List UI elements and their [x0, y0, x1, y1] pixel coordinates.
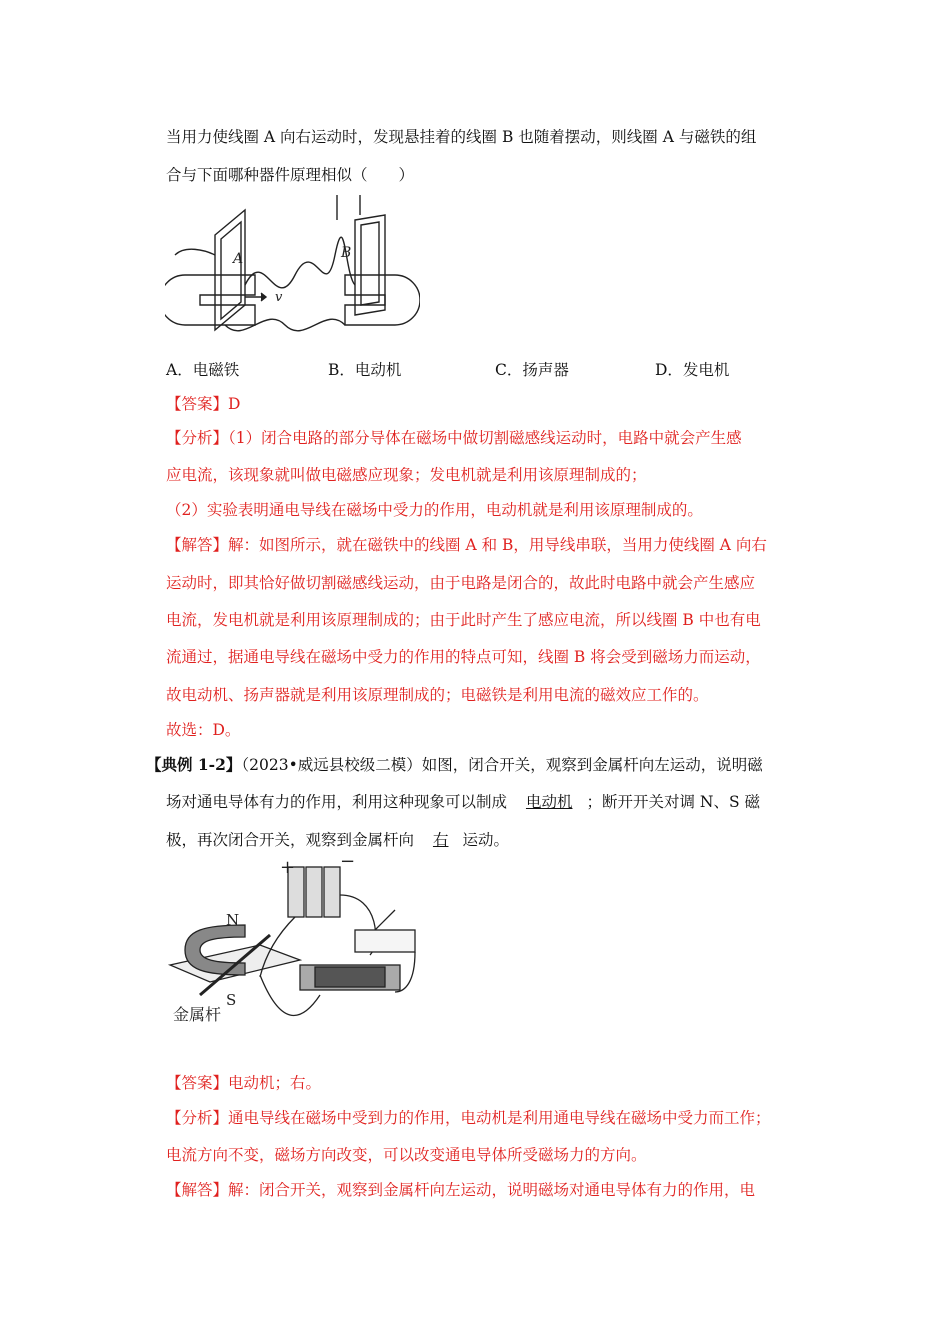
q1-analysis-line1	[166, 428, 742, 448]
option-c: C．扬声器	[495, 361, 569, 379]
q1-stem-line1: 当用力使线圈 A 向右运动时，发现悬挂着的线圈 B 也随着摆动，则线圈 A 与磁铁的组	[166, 128, 757, 146]
induction-coils-figure	[165, 195, 420, 340]
solution-text: 解：闭合开关，观察到金属杆向左运动，说明磁场对通电导体有力的作用，电	[228, 1181, 756, 1199]
south-label: S	[226, 991, 237, 1009]
q1-solution-line2: 运动时，即其恰好做切割磁感线运动，由于电路是闭合的，故此时电路中就会产生感应	[166, 574, 756, 592]
q2-stem-line3	[166, 830, 509, 850]
q1-choice: 故选：D。	[166, 721, 241, 739]
coil-b-label: B	[341, 245, 352, 261]
coil-a-label: A	[233, 251, 244, 267]
blank-1: 电动机	[525, 793, 573, 811]
blank-2: 右	[432, 831, 449, 849]
option-a: A．电磁铁	[166, 361, 240, 379]
q2-solution-line1	[166, 1180, 755, 1200]
plus-label: +	[280, 857, 296, 878]
motor-experiment-figure	[160, 855, 425, 1030]
answer-value: 电动机；右。	[228, 1074, 322, 1092]
velocity-label: v	[275, 290, 283, 305]
q1-analysis-line2: 应电流，该现象就叫做电磁感应现象；发电机就是利用该原理制成的；	[166, 466, 647, 484]
example-tag: 【典例 1-2】	[146, 755, 242, 774]
stem-text: 场对通电导体有力的作用，利用这种现象可以制成	[166, 793, 508, 811]
rod-label: 金属杆	[173, 1005, 222, 1024]
q1-solution-line3: 电流，发电机就是利用该原理制成的；由于此时产生了感应电流，所以线圈 B 中也有电	[166, 611, 761, 629]
answer-value: D	[228, 395, 241, 413]
option-d: D．发电机	[655, 361, 730, 379]
q2-analysis-line1	[166, 1108, 771, 1128]
north-label: N	[226, 911, 240, 929]
minus-label: −	[340, 855, 356, 872]
solution-tag: 【解答】	[166, 536, 229, 554]
analysis-text: （1）闭合电路的部分导体在磁场中做切割磁感线运动时，电路中就会产生感	[228, 429, 742, 447]
answer-tag: 【答案】	[166, 1074, 229, 1092]
q2-stem-line2	[166, 792, 760, 812]
solution-text: 解：如图所示，就在磁铁中的线圈 A 和 B，用导线串联，当用力使线圈 A 向右	[228, 536, 767, 554]
q2-answer	[166, 1073, 321, 1093]
q1-stem-line2: 合与下面哪种器件原理相似（ ）	[166, 166, 415, 184]
solution-tag: 【解答】	[166, 1181, 229, 1199]
q2-analysis-line2: 电流方向不变，磁场方向改变，可以改变通电导体所受磁场力的方向。	[166, 1146, 647, 1164]
q2-stem-line1	[146, 755, 763, 775]
q1-solution-line5: 故电动机、扬声器就是利用该原理制成的；电磁铁是利用电流的磁效应工作的。	[166, 686, 709, 704]
option-b: B．电动机	[328, 361, 402, 379]
analysis-tag: 【分析】	[166, 1109, 229, 1127]
answer-tag: 【答案】	[166, 395, 229, 413]
stem-text: 运动。	[462, 831, 509, 849]
stem-text: 极，再次闭合开关，观察到金属杆向	[166, 831, 415, 849]
analysis-tag: 【分析】	[166, 429, 229, 447]
stem-text: （2023•威远县校级二模）如图，闭合开关，观察到金属杆向左运动，说明磁	[241, 756, 763, 774]
analysis-text: 通电导线在磁场中受到力的作用，电动机是利用通电导线在磁场中受力而工作；	[228, 1109, 771, 1127]
q1-answer	[166, 394, 240, 414]
q1-analysis-line3: （2）实验表明通电导线在磁场中受力的作用，电动机就是利用该原理制成的。	[166, 501, 703, 519]
q1-solution-line1	[166, 535, 767, 555]
q1-solution-line4: 流通过，据通电导线在磁场中受力的作用的特点可知，线圈 B 将会受到磁场力而运动，	[166, 648, 761, 666]
stem-text: ；断开开关对调 N、S 磁	[586, 793, 761, 811]
